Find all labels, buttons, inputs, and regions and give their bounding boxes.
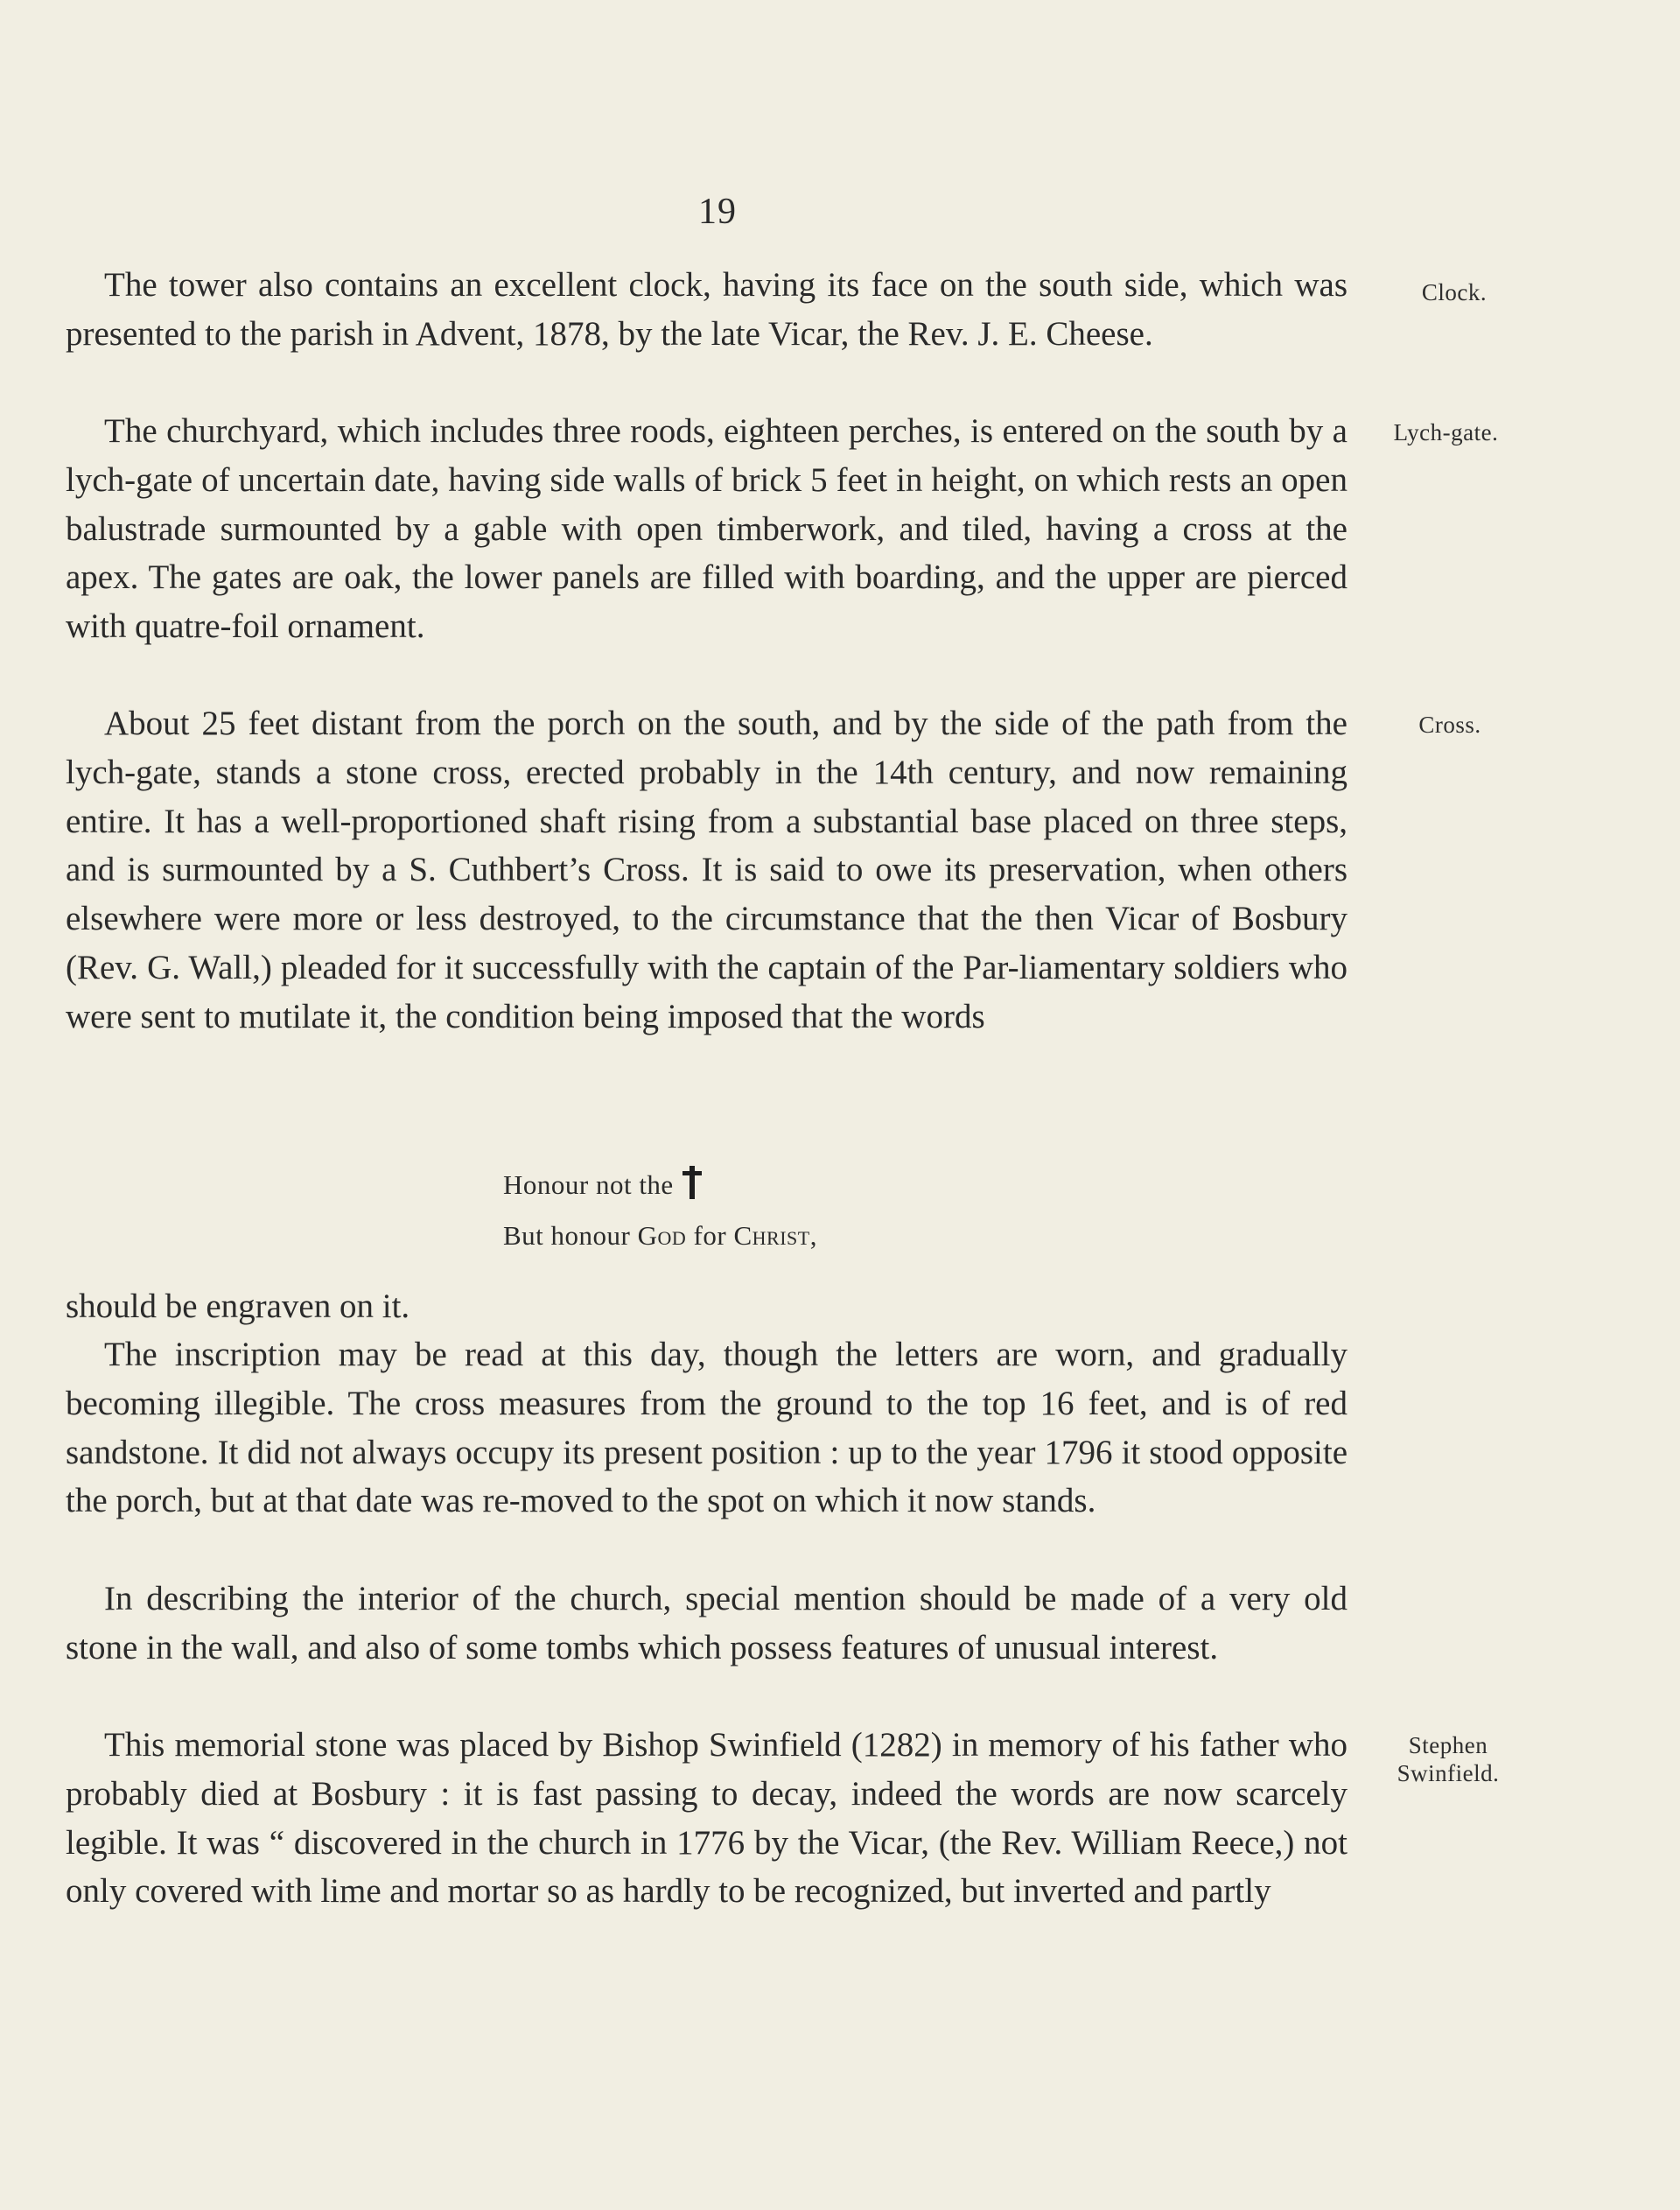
- margin-note-lych-gate: Lych-gate.: [1393, 419, 1499, 446]
- paragraph-text: The inscription may be read at this day, though the letters are worn, and gradually becoming illegible. The cross measures from the ground to the top 16 feet, and is of red sandstone. It did not always occupy its present position : up to the year 1796 it stood opposite the porch, but at that date was re-moved to the spot on which it now stands.: [66, 1336, 1348, 1520]
- paragraph-engraven: [66, 1282, 1348, 1331]
- inscription-line-1: [503, 1162, 817, 1213]
- paragraph-text: In describing the interior of the church, special mention should be made of a very old stone in the wall, and also of some tombs which possess features of unusual interest.: [66, 1580, 1348, 1666]
- inscription-text-1: Honour not the: [503, 1169, 674, 1200]
- inscription-god: God: [637, 1220, 687, 1251]
- inscription-line-2: But honour God for Christ,: [503, 1220, 817, 1251]
- margin-note-swinfield: Swinfield.: [1396, 1760, 1500, 1786]
- paragraph-interior: [66, 1575, 1348, 1673]
- paragraph-cross: [66, 699, 1348, 1042]
- paragraph-clock: [66, 261, 1348, 359]
- page-number: 19: [698, 192, 737, 232]
- paragraph-text: The churchyard, which includes three roods, eighteen perches, is entered on the south by a lych-gate of uncertain date, having side walls of brick 5 feet in height, on which rests an open balustrade surmounted by a gable with open timberwork, and tiled, having a cross at the apex. The gates are oak, the lower panels are filled with boarding, and the upper are pierced with quatre-foil ornament.: [66, 412, 1348, 646]
- paragraph-text: should be engraven on it.: [66, 1287, 410, 1325]
- paragraph-memorial-stone: [66, 1721, 1348, 1916]
- margin-note-stephen: Stephen: [1408, 1732, 1488, 1758]
- paragraph-inscription: [66, 1330, 1348, 1526]
- paragraph-churchyard: [66, 407, 1348, 651]
- margin-note-stephen-swinfield: [1382, 1731, 1514, 1787]
- margin-note-clock: Clock.: [1421, 279, 1488, 305]
- inscription-block: [503, 1162, 817, 1259]
- latin-cross-icon: [682, 1166, 702, 1213]
- paragraph-text: The tower also contains an excellent clock, having its face on the south side, which was presented to the parish in Advent, 1878, by the late Vicar, the Rev. J. E. Cheese.: [66, 266, 1348, 353]
- inscription-christ: Christ,: [733, 1220, 817, 1251]
- paragraph-text: This memorial stone was placed by Bishop Swinfield (1282) in memory of his father who probably died at Bosbury : it is fast passing to decay, indeed the words are now scarcely legible. It was “ discovered in the church in 1776 by the Vicar, (the Rev. William Reece,) not only covered with lime and mortar so as hardly to be recognized, but inverted and partly: [66, 1726, 1348, 1911]
- margin-note-cross: Cross.: [1418, 712, 1481, 738]
- paragraph-text: About 25 feet distant from the porch on the south, and by the side of the path from the lych-gate, stands a stone cross, erected probably in the 14th century, and now remaining entire. It has a well-proportioned shaft rising from a substantial base placed on three steps, and is surmounted by a S. Cuthbert’s Cross. It is said to owe its preservation, when others elsewhere were more or less destroyed, to the circumstance that the then Vicar of Bosbury (Rev. G. Wall,) pleaded for it successfully with the captain of the Par-liamentary soldiers who were sent to mutilate it, the condition being imposed that the words: [66, 705, 1348, 1035]
